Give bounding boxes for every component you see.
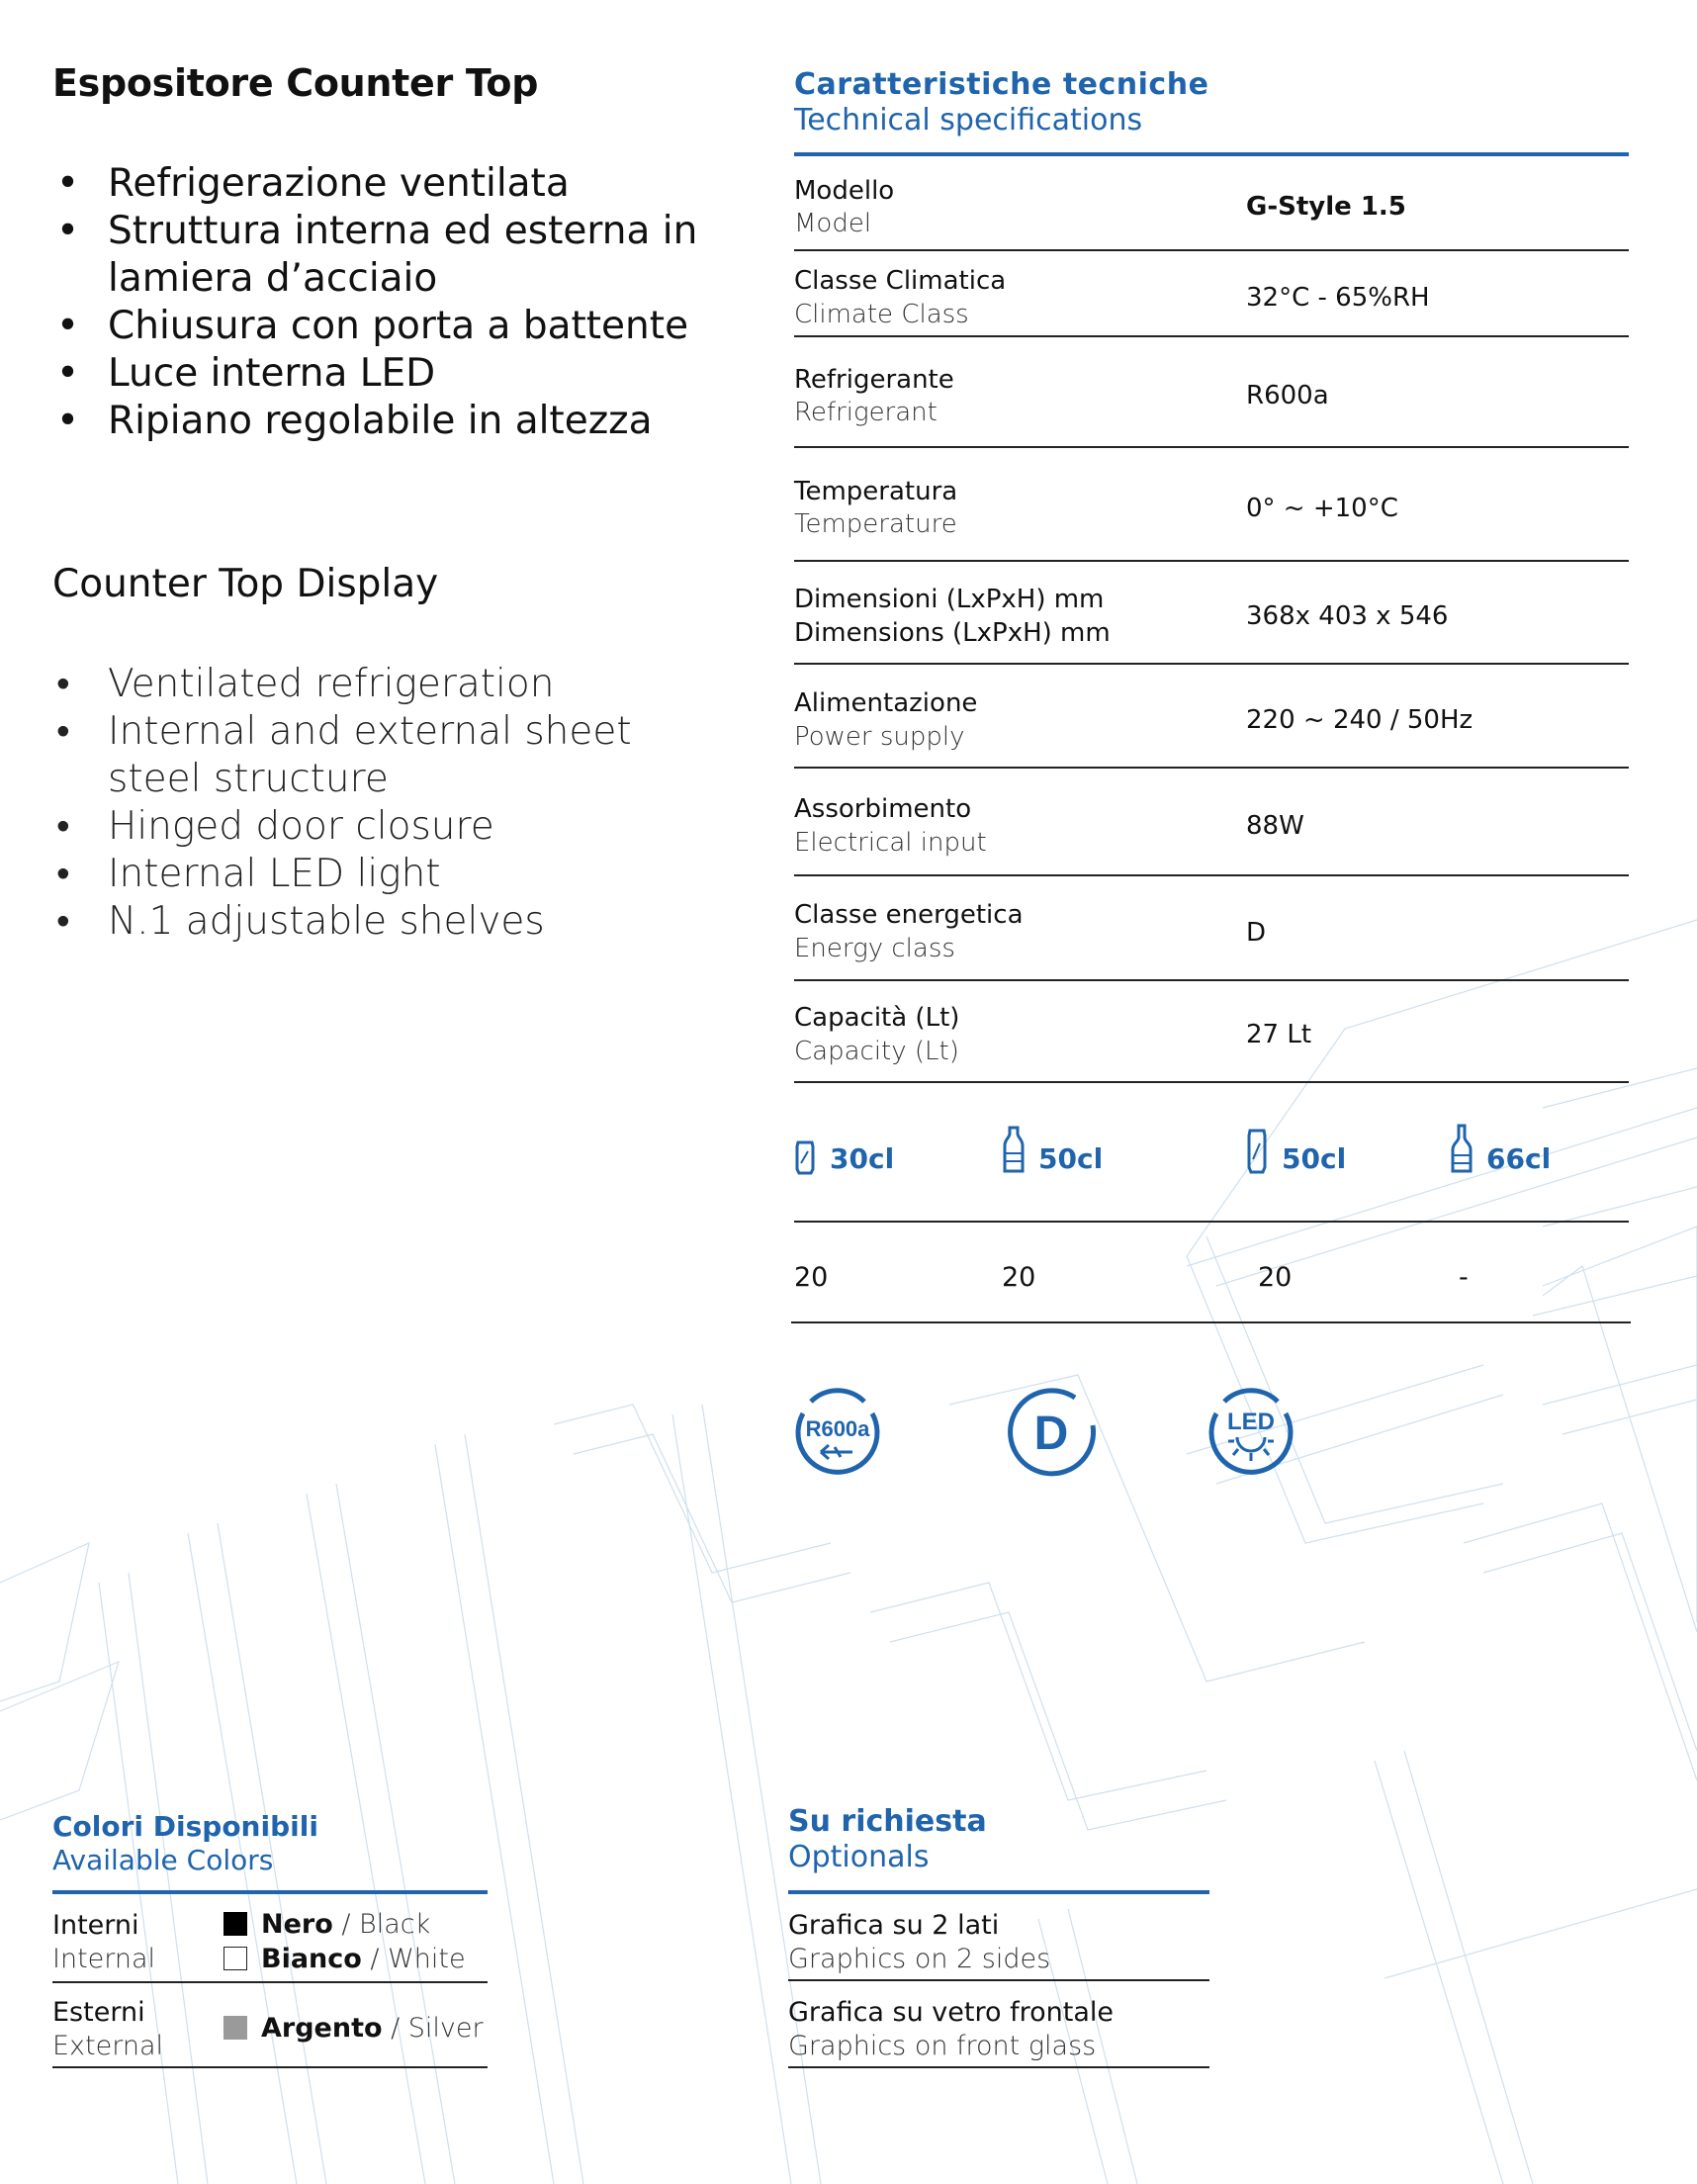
spec-label-it: Modello: [794, 176, 895, 206]
row-divider: [794, 335, 1629, 337]
spec-label-en: Electrical input: [794, 828, 987, 858]
spec-label-it: Alimentazione: [794, 688, 978, 718]
product-title-it: Espositore Counter Top: [52, 61, 539, 105]
feature-item: • Ventilated refrigeration: [52, 661, 685, 708]
spec-label-en: Capacity (Lt): [794, 1037, 959, 1066]
beverage-size: 66cl: [1486, 1142, 1552, 1175]
row-divider: [794, 767, 1629, 769]
beverage-size: 50cl: [1038, 1142, 1104, 1175]
beverage-glass-bottle-66cl: [1451, 1124, 1551, 1175]
feature-item: • Hinged door closure: [52, 803, 685, 851]
color-swatch-black: [223, 1912, 247, 1936]
feature-item: • Chiusura con porta a battente: [52, 303, 705, 350]
spec-value: G-Style 1.5: [1246, 192, 1406, 222]
optional-item-it: Grafica su vetro frontale: [788, 1997, 1114, 2028]
row-divider: [788, 2066, 1209, 2068]
beverage-size: 50cl: [1282, 1142, 1347, 1175]
spec-label-it: Refrigerante: [794, 365, 954, 395]
color-name-en: / White: [361, 1944, 466, 1974]
spec-label-it: Classe Climatica: [794, 266, 1007, 296]
color-swatch-white: [223, 1947, 247, 1970]
color-option-black: [223, 1909, 430, 1940]
spec-value: 368x 403 x 546: [1246, 601, 1449, 631]
row-divider: [791, 1321, 1631, 1323]
feature-item: • Refrigerazione ventilata: [52, 160, 705, 208]
features-list-it: [52, 160, 705, 445]
beverage-can-30cl: [794, 1139, 894, 1175]
color-name-it: Bianco: [261, 1944, 362, 1974]
row-divider: [794, 874, 1629, 876]
external-label-en: External: [52, 2031, 164, 2061]
svg-text:D: D: [1033, 1408, 1069, 1460]
internal-label-en: Internal: [52, 1944, 156, 1974]
spec-label-it: Temperatura: [794, 477, 958, 506]
feature-item: • Luce interna LED: [52, 350, 705, 398]
feature-item: • N.1 adjustable shelves: [52, 898, 685, 946]
svg-text:LED: LED: [1227, 1409, 1275, 1435]
row-divider: [794, 560, 1629, 562]
spec-value: 0° ~ +10°C: [1246, 494, 1398, 523]
optional-item-en: Graphics on 2 sides: [788, 1944, 1051, 1974]
row-divider: [794, 249, 1629, 251]
beverage-count: 20: [794, 1262, 829, 1293]
product-title-en: Counter Top Display: [52, 562, 439, 606]
optionals-heading-en: Optionals: [788, 1840, 930, 1874]
can-icon: [794, 1139, 816, 1175]
feature-item: • Internal and external sheet steel structure: [52, 708, 685, 803]
spec-label-it: Classe energetica: [794, 900, 1024, 930]
spec-value: R600a: [1246, 381, 1329, 410]
specs-heading-it: Caratteristiche tecniche: [794, 67, 1209, 102]
color-option-silver: [223, 2013, 484, 2044]
internal-label-it: Interni: [52, 1910, 139, 1941]
spec-label-en: Energy class: [794, 934, 955, 963]
row-divider: [794, 663, 1629, 665]
color-name-it: Nero: [261, 1909, 333, 1940]
beverage-plastic-bottle-50cl: [1003, 1126, 1103, 1175]
row-divider: [52, 1981, 488, 1983]
specs-heading-rule: [794, 152, 1629, 156]
spec-label-en: Climate Class: [794, 300, 969, 329]
spec-label-it: Dimensioni (LxPxH) mm: [794, 585, 1105, 614]
row-divider: [794, 1081, 1629, 1083]
color-name-it: Argento: [261, 2013, 383, 2044]
spec-label-en: Model: [794, 209, 872, 238]
plastic-bottle-icon: [1003, 1126, 1025, 1175]
svg-text:R600a: R600a: [805, 1416, 870, 1441]
beverage-count: 20: [1002, 1262, 1036, 1293]
spec-label-en: Dimensions (LxPxH) mm: [794, 618, 1111, 648]
energy-class-badge-icon: [1006, 1386, 1099, 1479]
color-swatch-silver: [223, 2016, 247, 2040]
feature-item: • Ripiano regolabile in altezza: [52, 398, 705, 445]
row-divider: [794, 1221, 1629, 1223]
external-label-it: Esterni: [52, 1997, 145, 2028]
spec-value: 27 Lt: [1246, 1020, 1312, 1049]
feature-item: • Internal LED light: [52, 851, 685, 898]
color-name-en: / Black: [332, 1909, 431, 1940]
beverage-can-50cl: [1246, 1128, 1346, 1175]
glass-bottle-icon: [1451, 1124, 1473, 1175]
led-badge-icon: [1205, 1386, 1297, 1479]
spec-label-it: Capacità (Lt): [794, 1003, 960, 1033]
colors-heading-rule: [52, 1890, 488, 1894]
refrigerant-badge-icon: [791, 1386, 884, 1479]
specs-heading-en: Technical specifications: [794, 103, 1143, 137]
beverage-count: 20: [1258, 1262, 1293, 1293]
spec-value: 32°C - 65%RH: [1246, 283, 1430, 313]
optional-item-it: Grafica su 2 lati: [788, 1910, 1000, 1941]
spec-label-en: Refrigerant: [794, 398, 938, 427]
optionals-heading-it: Su richiesta: [788, 1804, 987, 1839]
beverage-size: 30cl: [830, 1142, 895, 1175]
row-divider: [52, 2066, 488, 2068]
color-name-en: / Silver: [382, 2013, 484, 2044]
optional-item-en: Graphics on front glass: [788, 2031, 1097, 2061]
row-divider: [794, 979, 1629, 981]
spec-value: 88W: [1246, 811, 1304, 841]
colors-heading-it: Colori Disponibili: [52, 1810, 318, 1843]
feature-item: • Struttura interna ed esterna in lamiera d’acciaio: [52, 208, 705, 303]
can-icon: [1246, 1128, 1268, 1175]
spec-value: 220 ~ 240 / 50Hz: [1246, 705, 1474, 735]
row-divider: [788, 1979, 1209, 1981]
colors-heading-en: Available Colors: [52, 1844, 274, 1876]
spec-value: D: [1246, 918, 1267, 948]
color-option-white: [223, 1944, 466, 1974]
beverage-count: -: [1459, 1262, 1469, 1293]
spec-label-it: Assorbimento: [794, 794, 972, 824]
features-list-en: [52, 661, 685, 946]
optionals-heading-rule: [788, 1890, 1209, 1894]
row-divider: [794, 446, 1629, 448]
spec-label-en: Temperature: [794, 509, 957, 539]
spec-label-en: Power supply: [794, 722, 965, 752]
